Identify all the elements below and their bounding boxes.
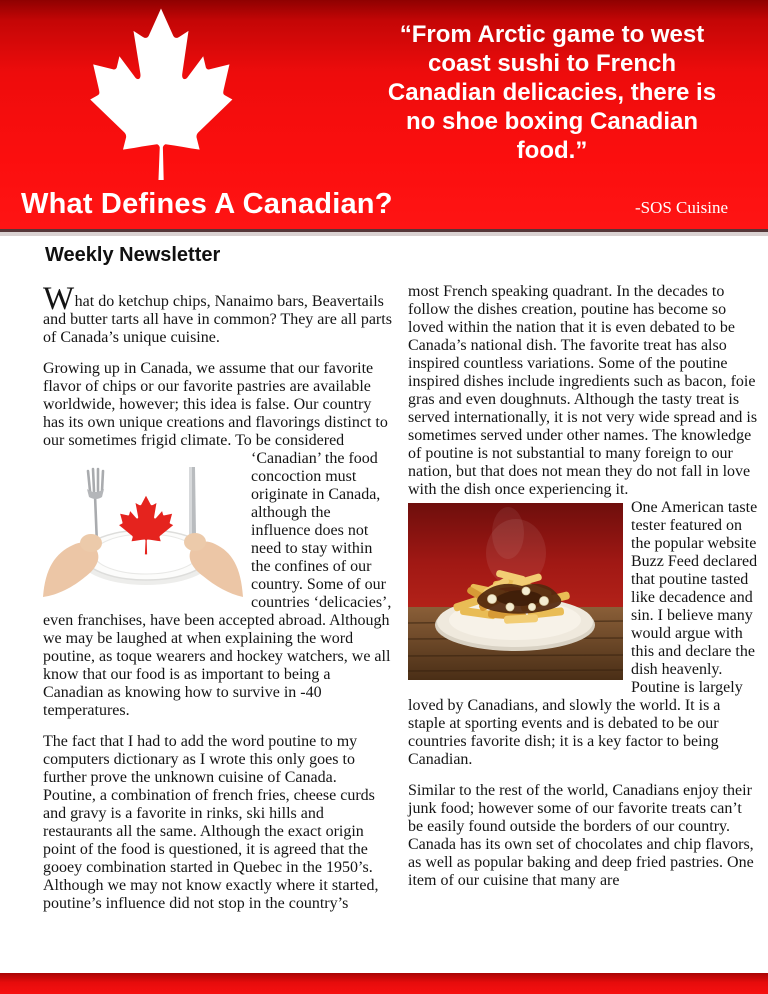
page-title: What Defines A Canadian? <box>21 188 393 220</box>
masthead <box>0 0 768 232</box>
left-column <box>43 281 392 926</box>
quote-line: no shoe boxing Canadian <box>405 108 699 135</box>
quote-line: Canadian delicacies, there is <box>387 79 717 106</box>
quote-attribution: -SOS Cuisine <box>634 198 728 217</box>
quote-line: “From Arctic game to west <box>399 21 705 48</box>
right-column <box>408 283 759 903</box>
dropcap-w: W <box>43 281 75 317</box>
poutine-image <box>408 503 623 680</box>
quote-line: food.” <box>516 137 588 164</box>
paragraph-growing-up: Growing up in Canada, we assume that our favorite flavor of chips or our favorite pastries are available worldwide, however; this idea is false. Our country has its own unique creations and flavorings distinct to our sometimes frigid climate. To be considered <box>43 360 388 449</box>
paragraph-canadian-definition: ‘Canadian’ the food concoction must originate in Canada, although the influence does not need to stay within the confines of our country. Some of our countries ‘delicacies’, even franchises, have been accepted abroad. Although we may be laughed at when explaining the word poutine, as toque wearers and hockey watchers, we all know that our food is as important to being a Canadian as knowing how to survive in -40 temperatures. <box>43 450 392 719</box>
paragraph-poutine-nation: most French speaking quadrant. In the decades to follow the dishes creation, poutine has become so loved within the nation that it is even debated to be Canada’s national dish. The favorite treat has also inspired countless variations. Some of the poutine inspired dishes include ingredients such as bacon, foie gras and even doughnuts. Although the tasty treat is served internationally, it is not very wide spread and is sometimes served under other names. The knowledge of poutine is not substantial to many foreign to our nation, but that does not mean they do not fall in love with the dish once experiencing it. <box>408 283 758 498</box>
newsletter-heading: Weekly Newsletter <box>45 244 221 266</box>
plate-image-text-wrap <box>43 450 392 720</box>
paragraph-junk-food: Similar to the rest of the world, Canadians enjoy their junk food; however some of our favorite treats can’t be easily found outside the borders of our country. Canada has its own set of chocolates and chip flavors, as well as popular baking and deep fried pastries. One item of our cuisine that many are <box>408 782 754 889</box>
paragraph-buzzfeed: One American taste tester featured on the popular website Buzz Feed declared that poutine tasted like decadence and sin. I believe many would argue with this and declare the dish heavenly. Poutine is largely loved by Canadians, and slowly the world. It is a staple at sporting events and is debated to be our countries favorite dish; it is a key factor to being Canadian. <box>408 499 758 768</box>
maple-leaf-icon <box>56 6 266 180</box>
paragraph-poutine-history: The fact that I had to add the word poutine to my computers dictionary as I wrote this only goes to further prove the unknown cuisine of Canada. Poutine, a combination of french fries, cheese curds and gravy is a favorite in rinks, ski hills and restaurants all the same. Although the exact origin point of the food is questioned, it is agreed that the gooey combination started in Quebec in the 1950’s. Although we may not know exactly where it started, poutine’s influence did not stop in the country’s <box>43 733 379 912</box>
maple-leaf-plate-image <box>43 455 243 597</box>
quote-line: coast sushi to French <box>427 50 677 77</box>
footer-bar <box>0 973 768 994</box>
header-quote <box>352 20 752 165</box>
paragraph-intro-text: hat do ketchup chips, Nanaimo bars, Beavertails and butter tarts all have in common? They are all parts of Canada’s unique cuisine. <box>43 293 392 346</box>
poutine-image-text-wrap <box>408 499 759 769</box>
paragraph-intro <box>43 281 392 347</box>
